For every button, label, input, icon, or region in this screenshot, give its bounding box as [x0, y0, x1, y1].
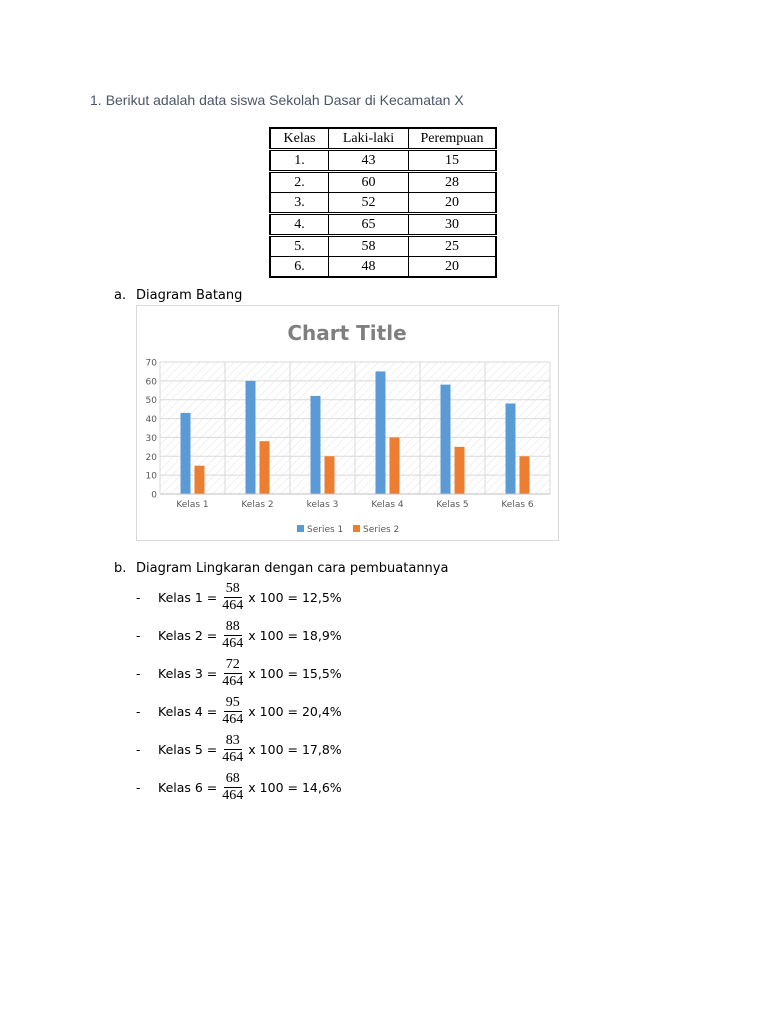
bullet-dash: -	[136, 627, 141, 643]
fraction-numerator: 72	[225, 656, 240, 672]
table-cell: 4.	[270, 214, 329, 236]
formula-row	[136, 618, 342, 652]
student-data-table	[269, 127, 497, 278]
fraction	[220, 733, 245, 766]
table-cell: 25	[409, 236, 497, 257]
formula-label: Kelas 4 =	[158, 703, 218, 719]
table-cell: 20	[409, 193, 497, 214]
table-header: Laki-laki	[329, 128, 409, 150]
formula-result: x 100 = 17,8%	[248, 741, 342, 757]
formula-label: Kelas 1 =	[158, 589, 218, 605]
fraction	[220, 581, 245, 614]
table-cell: 30	[409, 214, 497, 236]
table-row	[270, 257, 496, 278]
section-a-label	[114, 288, 242, 303]
bar	[455, 447, 465, 494]
table-row	[270, 172, 496, 193]
legend-swatch	[297, 525, 304, 532]
y-tick-label: 60	[145, 377, 157, 388]
bullet-dash: -	[136, 779, 141, 795]
bar	[246, 381, 256, 494]
formula-row	[136, 580, 342, 614]
table-header-row	[270, 128, 496, 150]
y-tick-label: 10	[145, 471, 157, 482]
bar	[390, 437, 400, 494]
fraction-numerator: 68	[225, 770, 240, 786]
bar	[376, 371, 386, 494]
table-cell: 6.	[270, 257, 329, 278]
section-a-text: Diagram Batang	[136, 288, 243, 303]
bar	[506, 403, 516, 494]
x-tick-label: Kelas 2	[241, 500, 274, 510]
legend-swatch	[353, 525, 360, 532]
table-cell: 1.	[270, 150, 329, 172]
fraction	[220, 657, 245, 690]
fraction-denominator: 464	[222, 711, 244, 727]
chart-title: Chart Title	[287, 321, 407, 345]
x-tick-label: kelas 3	[306, 500, 339, 510]
table-cell: 15	[409, 150, 497, 172]
bar	[181, 413, 191, 494]
x-tick-label: Kelas 5	[436, 500, 469, 510]
bar	[311, 396, 321, 494]
chart-legend	[297, 525, 399, 535]
y-tick-label: 70	[145, 358, 157, 369]
section-b-marker: b.	[114, 561, 127, 576]
formula-result: x 100 = 12,5%	[248, 589, 342, 605]
formula-row	[136, 656, 342, 690]
table-cell: 52	[329, 193, 409, 214]
table-row	[270, 214, 496, 236]
fraction	[220, 619, 245, 652]
formula-row	[136, 732, 342, 766]
bullet-dash: -	[136, 741, 141, 757]
fraction	[220, 695, 245, 728]
bullet-dash: -	[136, 665, 141, 681]
bar	[325, 456, 335, 494]
fraction-numerator: 58	[225, 580, 240, 596]
table-cell: 58	[329, 236, 409, 257]
x-tick-label: Kelas 6	[501, 500, 534, 510]
table-row	[270, 150, 496, 172]
formula-label: Kelas 3 =	[158, 665, 218, 681]
formula-result: x 100 = 14,6%	[248, 779, 342, 795]
question-text: Berikut adalah data siswa Sekolah Dasar di Kecamatan X	[105, 92, 464, 108]
fraction-denominator: 464	[222, 749, 244, 765]
x-tick-label: Kelas 4	[371, 500, 404, 510]
formula-label: Kelas 2 =	[158, 627, 218, 643]
fraction-denominator: 464	[222, 673, 244, 689]
fraction	[220, 771, 245, 804]
formula-row	[136, 770, 342, 804]
table-cell: 65	[329, 214, 409, 236]
table-cell: 43	[329, 150, 409, 172]
section-b-text: Diagram Lingkaran dengan cara pembuatannya	[136, 561, 449, 576]
table-row	[270, 193, 496, 214]
table-cell: 60	[329, 172, 409, 193]
formula-label: Kelas 5 =	[158, 741, 218, 757]
bullet-dash: -	[136, 703, 141, 719]
bar	[441, 385, 451, 494]
formula-label: Kelas 6 =	[158, 779, 218, 795]
table-header: Perempuan	[409, 128, 497, 150]
legend-label: Series 2	[363, 525, 400, 535]
fraction-numerator: 95	[225, 694, 240, 710]
bar	[195, 466, 205, 494]
fraction-numerator: 83	[225, 732, 240, 748]
fraction-denominator: 464	[222, 787, 244, 803]
fraction-numerator: 88	[225, 618, 240, 634]
table-cell: 20	[409, 257, 497, 278]
table-cell: 5.	[270, 236, 329, 257]
table-row	[270, 236, 496, 257]
section-a-marker: a.	[114, 288, 127, 303]
bar-chart	[136, 305, 559, 541]
section-b-label	[114, 561, 448, 576]
y-tick-label: 20	[145, 452, 157, 463]
y-tick-label: 40	[145, 415, 157, 426]
table-cell: 28	[409, 172, 497, 193]
legend-label: Series 1	[307, 525, 344, 535]
table-cell: 2.	[270, 172, 329, 193]
formula-result: x 100 = 18,9%	[248, 627, 342, 643]
formula-result: x 100 = 20,4%	[248, 703, 342, 719]
bullet-dash: -	[136, 589, 141, 605]
bar-chart-svg	[137, 306, 558, 540]
question-heading	[90, 92, 464, 108]
y-tick-label: 30	[145, 433, 157, 444]
question-number: 1.	[90, 92, 102, 108]
fraction-denominator: 464	[222, 635, 244, 651]
formula-row	[136, 694, 342, 728]
bar	[260, 441, 270, 494]
y-tick-label: 50	[145, 396, 157, 407]
bar	[520, 456, 530, 494]
fraction-denominator: 464	[222, 597, 244, 613]
x-tick-label: Kelas 1	[176, 500, 209, 510]
table-cell: 48	[329, 257, 409, 278]
table-header: Kelas	[270, 128, 329, 150]
y-tick-label: 0	[151, 490, 157, 501]
formula-result: x 100 = 15,5%	[248, 665, 342, 681]
table-cell: 3.	[270, 193, 329, 214]
